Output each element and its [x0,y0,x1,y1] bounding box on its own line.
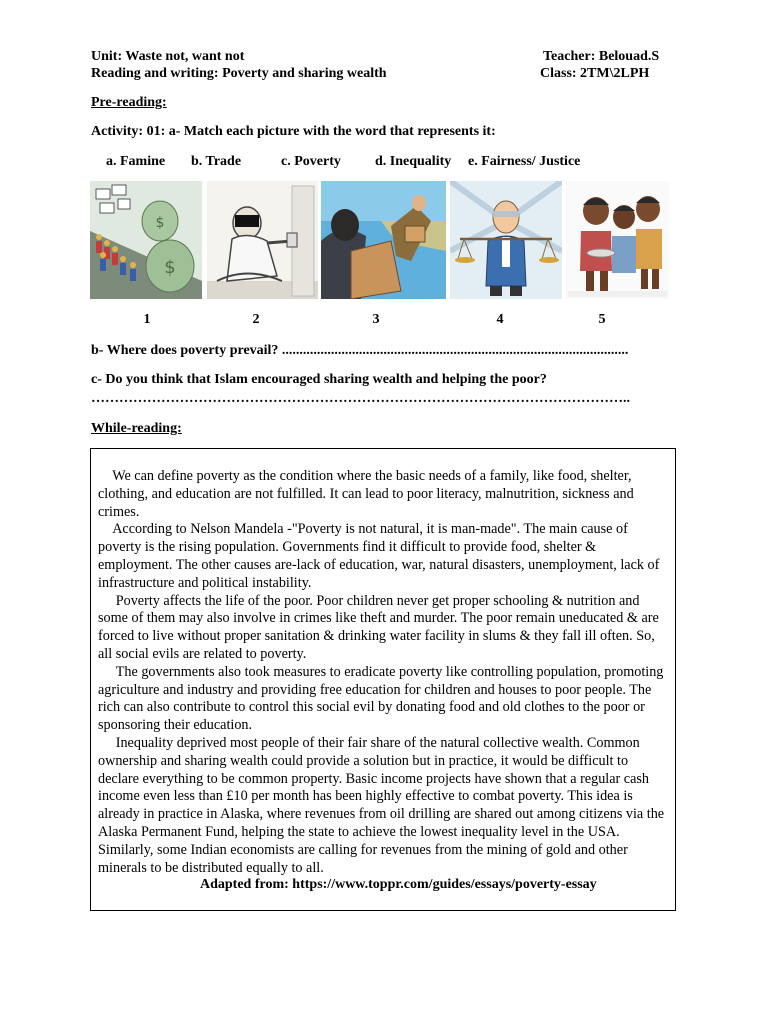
word-trade: b. Trade [191,154,242,169]
paragraph-1: We can define poverty as the condition where the basic needs of a family, like food, shelter, clothing, and education are not fulfilled. It can lead to poor literacy, malnutrition, sickness and crimes. [98,468,638,520]
word-famine: a. Famine [106,154,166,169]
teacher-name: Teacher: Belouad.S [543,49,660,64]
picture-number-4: 4 [496,312,504,327]
picture-number-1: 1 [143,312,151,327]
paragraph-2: According to Nelson Mandela -"Poverty is not natural, it is man-made". The main cause of poverty is the rising population. Governments find it difficult to provide food, shelter & employment. The other causes are-lack of education, war, natural disasters, unemployment, lack of infrastructure and political instability. [98,521,663,591]
picture-number-2: 2 [252,312,260,327]
blindfolded-justice-scales-illustration [450,181,562,299]
while-reading-heading: While-reading: [91,421,182,436]
question-b: b- Where does poverty prevail? ................................................................................................... [91,343,629,358]
paragraph-3: Poverty affects the life of the poor. Poor children never get proper schooling & nutrition and some of them may also involve in crimes like theft and murder. The poor remain uneducated & are forced to live without proper sanitation & drinking water facility in slums & they fall ill often. So, all social evils are related to poverty. [98,592,663,662]
question-c: c- Do you think that Islam encouraged sharing wealth and helping the poor? [91,372,547,387]
activity-instruction: Activity: 01: a- Match each picture with the word that represents it: [91,124,496,139]
source-citation: Adapted from: https://www.toppr.com/guides/essays/poverty-essay [200,877,597,892]
picture-number-3: 3 [372,312,380,327]
paragraph-5: Inequality deprived most people of their fair share of the natural collective wealth. Common ownership and sharing wealth could provide a solution but in practice, it would be difficult to declare everything to be common property. Basic income projects have shown that a regular cash income even less than £10 per month has been highly effective to combat poverty. This idea is already in practice in Alaska, where revenues from oil drilling are shared out among citizens via the Alaska Permanent Fund, helping the state to achieve the lowest inequality level in the USA. Similarly, some Indian economists are calling for revenues from the mining of gold and other minerals to be distributed equally to all. [98,734,667,876]
paragraph-4: The governments also took measures to eradicate poverty like controlling population, promoting agriculture and industry and providing free education for children and houses to poor people. The rich can also contribute to control this social evil by donating food and old clothes to the poor or sponsoring their education. [98,663,667,734]
word-poverty: c. Poverty [281,154,341,169]
word-fairness-justice: e. Fairness/ Justice [468,154,581,169]
money-bags-crowd-illustration [90,181,202,299]
reading-passage-box [90,448,676,911]
lesson-title: Reading and writing: Poverty and sharing wealth [91,66,387,81]
trade-exchange-illustration [321,181,446,299]
svg-text:$: $ [155,215,165,231]
picture-number-5: 5 [598,312,606,327]
pre-reading-heading: Pre-reading: [91,95,167,110]
class-name: Class: 2TM\2LPH [540,66,650,81]
hungry-children-illustration [566,181,669,299]
answer-line-c: …………………………………………………………………………………………………….. [91,391,630,406]
word-inequality: d. Inequality [375,154,452,169]
reading-passage [98,468,670,877]
unit-title: Unit: Waste not, want not [91,49,245,64]
svg-text:$: $ [164,257,176,278]
beggar-with-cup-illustration [207,181,318,299]
